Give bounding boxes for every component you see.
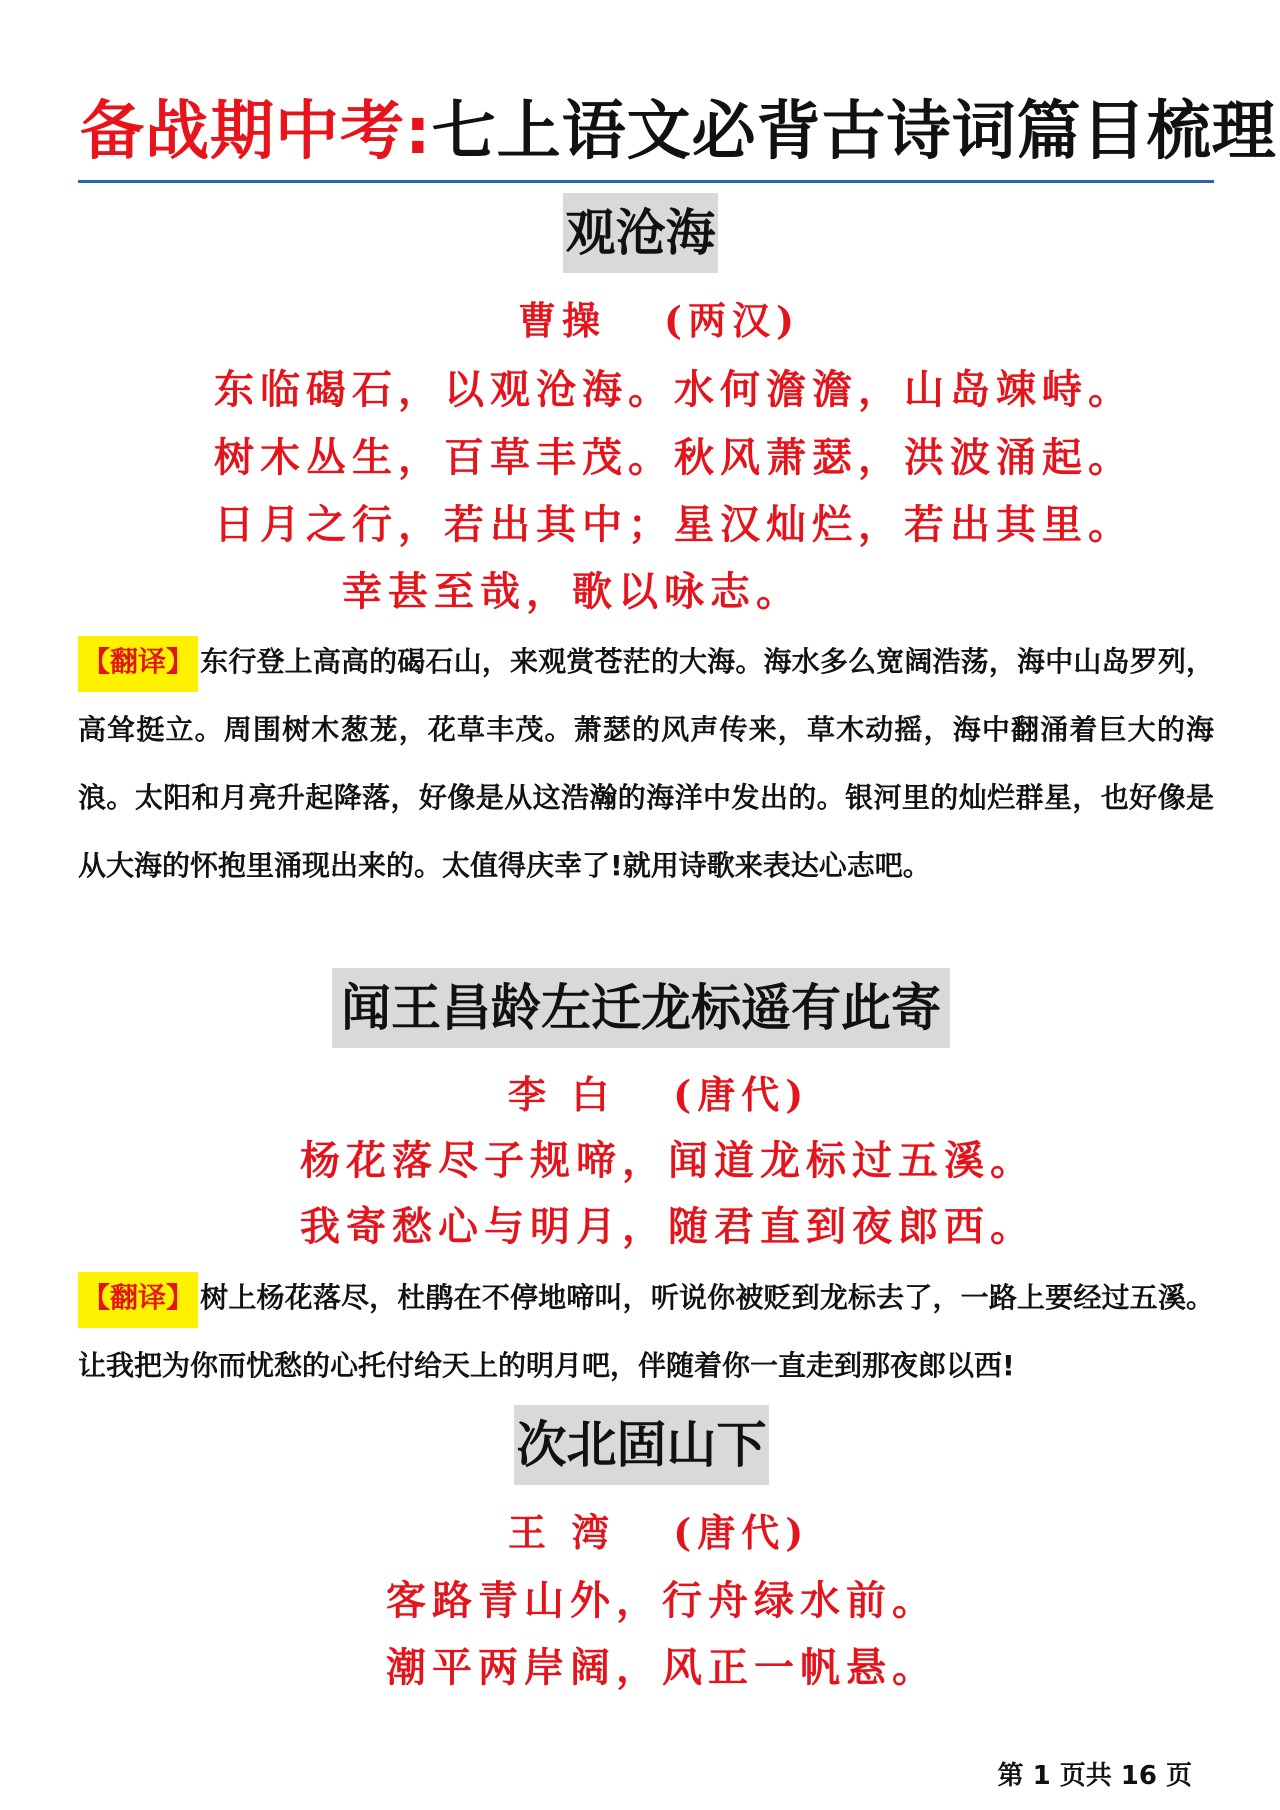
translation-label: 【翻译】 <box>78 636 198 692</box>
translation-label: 【翻译】 <box>78 1272 198 1328</box>
translation-text: 树上杨花落尽，杜鹃在不停地啼叫，听说你被贬到龙标去了，一路上要经过五溪。让我把为你而忧愁的心托付给天上的明月吧，伴随着你一直走到那夜郎以西! <box>78 1281 1214 1382</box>
poem-verse-line: 客路青山外，行舟绿水前。 <box>386 1577 938 1624</box>
page-title-main: 七上语文必背古诗词篇目梳理 <box>431 95 1277 169</box>
poem-dynasty: (唐代) <box>673 1510 810 1555</box>
poem-dynasty: (两汉) <box>664 298 800 343</box>
poem-author: 李 白 <box>508 1072 616 1117</box>
poem-verse-line: 杨花落尽子规啼，闻道龙标过五溪。 <box>300 1137 1036 1184</box>
poem-dynasty: (唐代) <box>673 1072 810 1117</box>
poem-author-line <box>518 296 800 346</box>
poem-author: 曹操 <box>518 298 607 343</box>
poem-verse-line: 我寄愁心与明月，随君直到夜郎西。 <box>300 1203 1036 1250</box>
poem-verse-line: 幸甚至哉，歌以咏志。 <box>342 568 802 615</box>
poem-verse-line: 日月之行，若出其中；星汉灿烂，若出其里。 <box>214 501 1134 548</box>
page-number: 第 1 页共 16 页 <box>997 1761 1192 1791</box>
poem-author-line <box>508 1508 809 1558</box>
translation-paragraph <box>78 628 1214 900</box>
translation-text: 东行登上高高的碣石山，来观赏苍茫的大海。海水多么宽阔浩荡，海中山岛罗列，高耸挺立。周围树木葱茏，花草丰茂。萧瑟的风声传来，草木动摇，海中翻涌着巨大的海浪。太阳和月亮升起降落，好像是从这浩瀚的海洋中发出的。银河里的灿烂群星，也好像是从大海的怀抱里涌现出来的。太值得庆幸了!就用诗歌来表达心志吧。 <box>78 645 1214 882</box>
page-title-accent: 备战期中考: <box>80 95 432 169</box>
poem-verse-line: 东临碣石，以观沧海。水何澹澹，山岛竦峙。 <box>214 366 1134 413</box>
poem-title: 闻王昌龄左迁龙标遥有此寄 <box>332 968 950 1048</box>
poem-verse-line: 树木丛生，百草丰茂。秋风萧瑟，洪波涌起。 <box>214 434 1134 481</box>
page-title <box>80 92 1277 172</box>
translation-paragraph <box>78 1264 1214 1400</box>
poem-verse-line: 潮平两岸阔，风正一帆悬。 <box>386 1644 938 1691</box>
poem-author: 王 湾 <box>508 1510 616 1555</box>
poem-author-line <box>508 1070 809 1120</box>
poem-title: 观沧海 <box>563 193 718 273</box>
poem-title: 次北固山下 <box>514 1405 769 1485</box>
title-divider <box>78 180 1214 183</box>
